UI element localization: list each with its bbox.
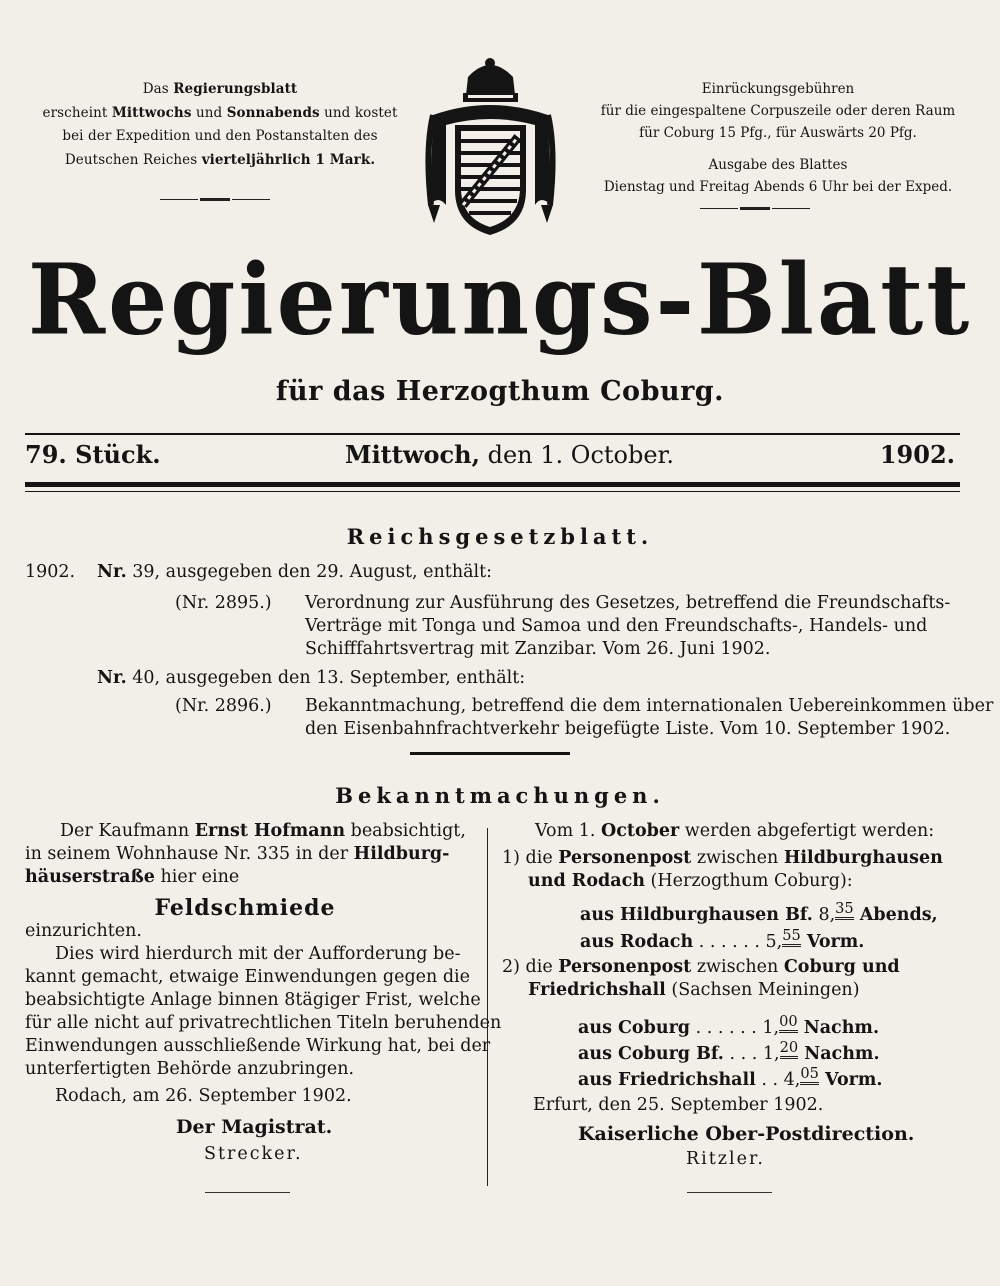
issue-date [345,440,674,469]
timetable-row: aus Rodach . . . . . . 5,55 Vorm. [580,927,865,952]
advertising-rates [578,78,978,198]
person-name: Ernst Hofmann [194,821,346,841]
text: Das [142,81,174,97]
nr-label: Nr. [97,562,127,582]
ornament-rule [200,198,230,201]
entry-line [25,561,75,585]
authority: Der Magistrat. [176,1116,333,1138]
text: 40, ausgegeben den 13. September, enthält: [126,668,526,688]
text-line: in seinem Wohnhause Nr. 335 in der Hildburg- [25,844,450,864]
law-text: den Eisenbahnfrachtverkehr beigefügte Liste. Vom 10. September 1902. [305,719,951,739]
law-text: Verträge mit Tonga und Samoa und den Freundschafts-, Handels- und [305,616,928,636]
ornament-rule [205,1192,290,1193]
law-number: (Nr. 2895.) [175,593,272,613]
text: Dienstag und Freitag Abends 6 Uhr bei der Exped. [603,179,953,195]
issue-year: 1902. [879,440,955,469]
ornament-rule [740,207,770,210]
text: und kostet [319,104,398,121]
section-title: Bekanntmachungen. [335,783,665,808]
text: bei der Expedition und den Postanstalten des [62,128,378,144]
entry-heading [97,561,492,585]
text: Regierungsblatt [173,81,298,97]
ornament-rule [160,199,198,200]
law-text: Schifffahrtsvertrag mit Zanzibar. Vom 26. Juni 1902. [305,639,771,659]
text-line: beabsichtigte Anlage binnen 8tägiger Frist, welche [25,990,481,1010]
timetable-row: aus Hildburghausen Bf. 8,35 Abends, [580,900,938,925]
column-divider [487,828,488,1186]
place-date: Erfurt, den 25. September 1902. [533,1095,824,1115]
text: Mittwochs [111,104,192,121]
timetable-row: aus Coburg Bf. . . . 1,20 Nachm. [578,1039,880,1064]
text: vierteljährlich 1 Mark. [201,151,376,168]
text: für Coburg 15 Pfg., für Auswärts 20 Pfg. [639,125,917,141]
text-line: unterfertigten Behörde anzubringen. [25,1059,355,1079]
entry-heading [97,667,525,691]
masthead-subtitle: für das Herzogthum Coburg. [275,376,725,407]
ornament-rule [700,208,738,209]
nr-label: Nr. [97,668,127,688]
text: Sonnabends [226,104,320,121]
authority: Kaiserliche Ober-Postdirection. [578,1123,915,1145]
date: den 1. October. [479,441,675,469]
issue-line [25,440,955,480]
text-line: für alle nicht auf privatrechtlichen Titeln beruhenden [25,1013,502,1033]
text-line: Vom 1. October werden abgefertigt werden: [535,821,935,841]
ornament-rule [772,208,810,209]
timetable-row: aus Coburg . . . . . . 1,00 Nachm. [578,1013,880,1038]
timetable-row: aus Friedrichshall . . 4,05 Vorm. [578,1065,883,1090]
text-line: Einwendungen ausschließende Wirkung hat, bei der [25,1036,491,1056]
rule [25,433,960,435]
law-text: Verordnung zur Ausführung des Gesetzes, betreffend die Freundschafts- [305,593,951,613]
rule [25,482,960,487]
subscription-info [20,78,420,172]
ornament-rule [232,199,270,200]
masthead-title: Regierungs-Blatt [27,242,973,357]
law-text: Bekanntmachung, betreffend die dem internationalen Uebereinkommen über [305,696,994,716]
text: 39, ausgegeben den 29. August, enthält: [126,562,493,582]
text-line: Friedrichshall (Sachsen Meiningen) [528,980,860,1000]
text: Deutschen Reiches [64,151,202,168]
text-line: Dies wird hierdurch mit der Aufforderung be- [55,944,461,964]
text: Einrückungsgebühren [701,81,855,97]
signature: Ritzler. [686,1149,765,1169]
place-date: Rodach, am 26. September 1902. [55,1086,352,1106]
text-line: und Rodach (Herzogthum Coburg): [528,871,853,891]
text: Ausgabe des Blattes [708,157,848,173]
notice-heading: Feldschmiede [154,895,336,921]
ornament-rule [687,1192,772,1193]
section-title: Reichsgesetzblatt. [346,524,654,549]
weekday: Mittwoch, [345,440,480,469]
signature: Strecker. [204,1144,303,1164]
ducal-coat-of-arms-icon [423,55,558,240]
text-line: einzurichten. [25,921,142,941]
text-line: 2) die Personenpost zwischen Coburg und [502,957,900,977]
issue-number: 79. Stück. [25,440,161,469]
text-line: häuserstraße hier eine [25,867,240,887]
law-number: (Nr. 2896.) [175,696,272,716]
rule [25,491,960,492]
text-line: 1) die Personenpost zwischen Hildburghausen [502,848,943,868]
text: und [191,104,227,121]
text-line: Der Kaufmann Ernst Hofmann beabsichtigt, [60,821,466,841]
text-line: kannt gemacht, etwaige Einwendungen gegen die [25,967,471,987]
section-separator [410,752,570,755]
text: erscheint [42,104,112,121]
year: 1902. [25,562,76,582]
text: für die eingespaltene Corpuszeile oder deren Raum [600,103,956,119]
